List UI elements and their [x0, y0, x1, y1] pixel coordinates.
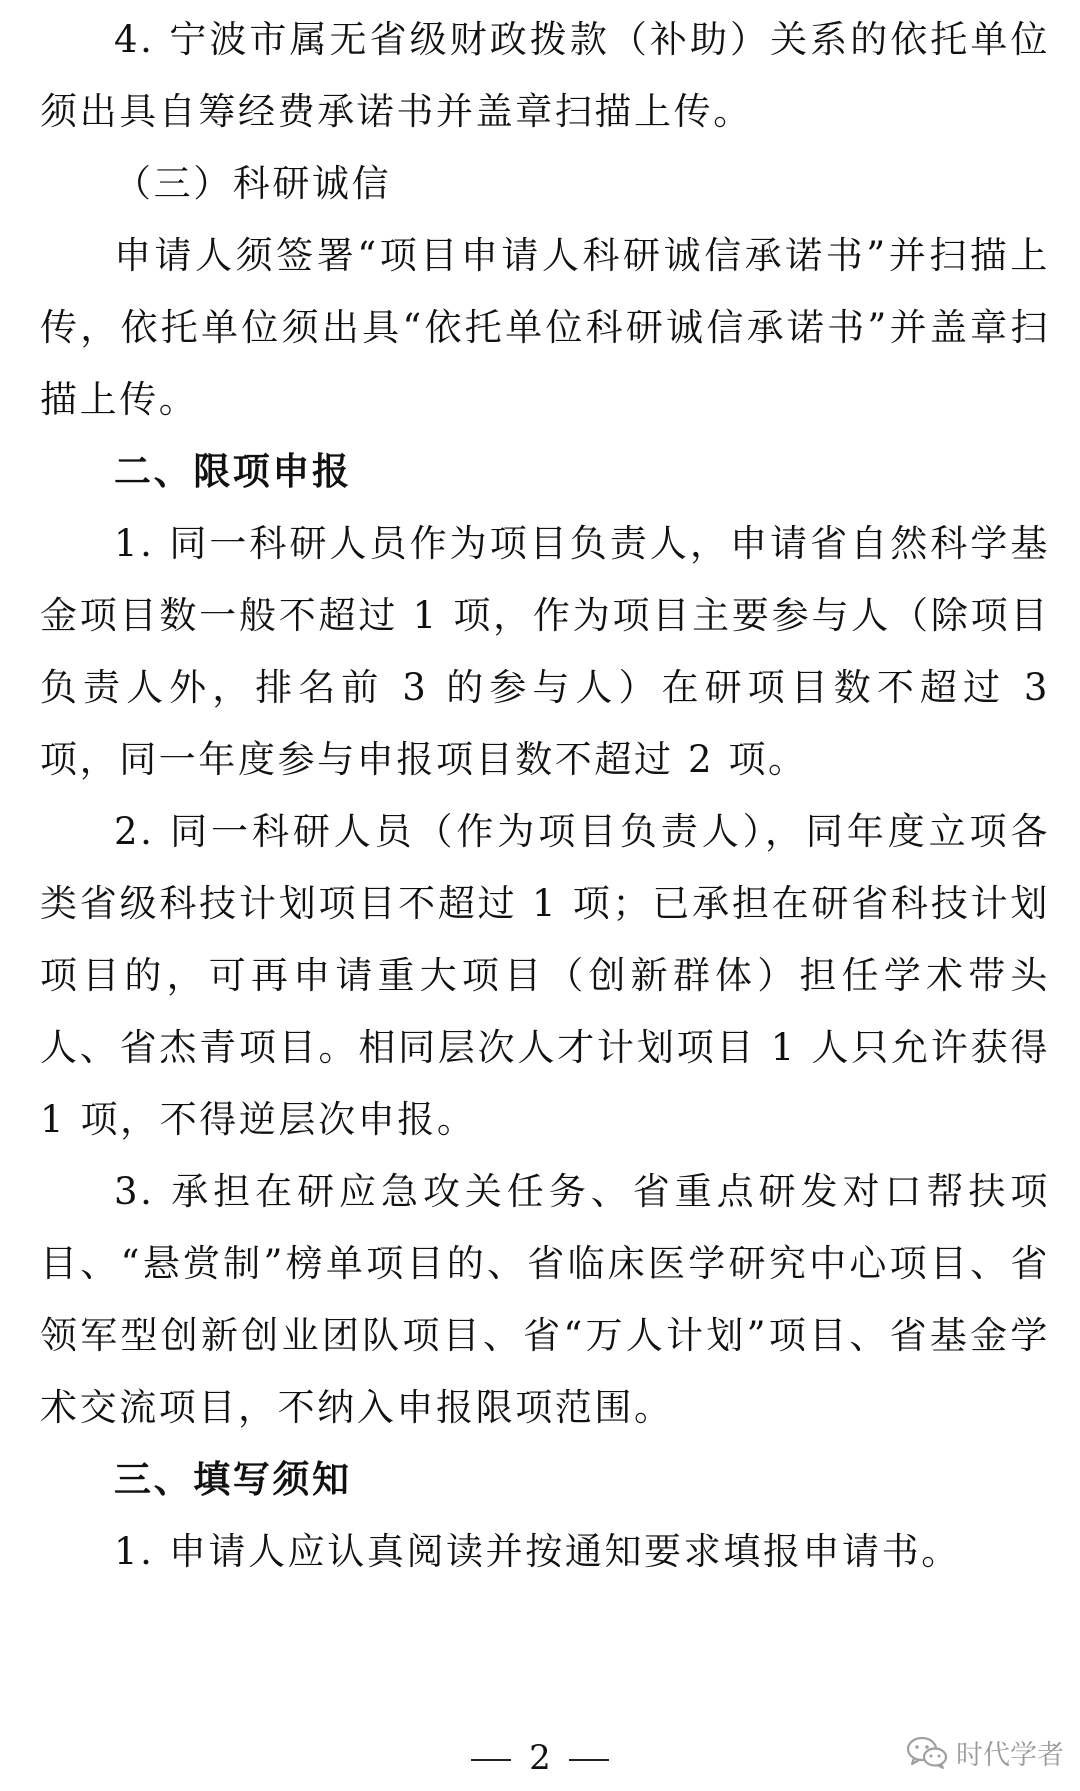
document-body [40, 4, 1050, 1588]
watermark-text: 时代学者 [956, 1740, 1064, 1771]
page-number: 2 [529, 1738, 551, 1778]
footer-dash-left [471, 1759, 511, 1761]
heading-filling-notice: 三、填写须知 [114, 1458, 352, 1501]
paragraph-filling-item-1: 1. 申请人应认真阅读并按通知要求填报申请书。 [114, 1530, 961, 1573]
footer-dash-right [569, 1759, 609, 1761]
wechat-icon [906, 1736, 948, 1770]
watermark [906, 1733, 1064, 1772]
paragraph-limit-item-2: 2. 同一科研人员（作为项目负责人），同年度立项各类省级科技计划项目不超过 1 项；已承担在研省科技计划项目的，可再申请重大项目（创新群体）担任学术带头人、省杰青项目。相同层次人才计划项目 1 人只允许获得 1 项，不得逆层次申报。 [40, 810, 1050, 1141]
paragraph-limit-item-3: 3. 承担在研应急攻关任务、省重点研发对口帮扶项目、“悬赏制”榜单项目的、省临床医学研究中心项目、省领军型创新创业团队项目、省“万人计划”项目、省基金学术交流项目，不纳入申报限项范围。 [40, 1170, 1050, 1429]
heading-limit-application: 二、限项申报 [114, 450, 352, 493]
subheading-research-integrity: （三）科研诚信 [114, 162, 392, 205]
paragraph-limit-item-1: 1. 同一科研人员作为项目负责人，申请省自然科学基金项目数一般不超过 1 项，作为项目主要参与人（除项目负责人外，排名前 3 的参与人）在研项目数不超过 3 项，同一年度参与申报项目数不超过 2 项。 [40, 522, 1050, 781]
paragraph-self-funding: 4. 宁波市属无省级财政拨款（补助）关系的依托单位须出具自筹经费承诺书并盖章扫描上传。 [40, 18, 1050, 133]
paragraph-integrity-commitment: 申请人须签署“项目申请人科研诚信承诺书”并扫描上传，依托单位须出具“依托单位科研诚信承诺书”并盖章扫描上传。 [40, 234, 1050, 421]
